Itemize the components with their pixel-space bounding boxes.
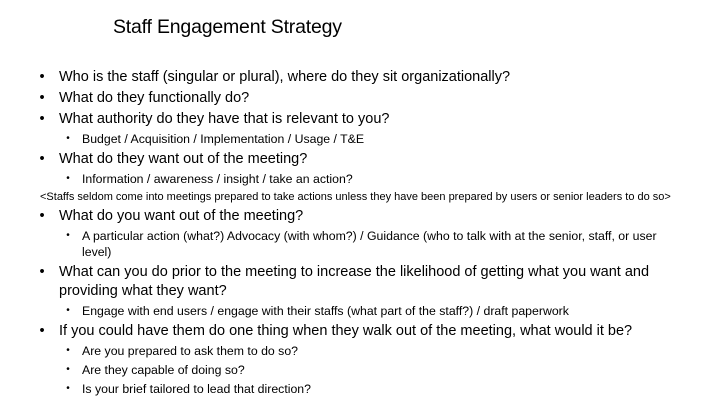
bullet-dot-icon: • (66, 133, 70, 144)
bullet-text: What can you do prior to the meeting to increase the likelihood of getting what you want and providing what they want? (59, 264, 650, 299)
bullet-item (0, 207, 720, 226)
bullet-dot-icon: • (66, 364, 70, 375)
bullet-item (0, 68, 720, 87)
bullet-text: What do you want out of the meeting? (59, 208, 304, 224)
sub-bullet-text: Engage with end users / engage with their staffs (what part of the staff?) / draft paperwork (82, 304, 569, 318)
bullet-dot-icon: • (39, 111, 45, 127)
sub-bullet-item (0, 381, 720, 397)
bullet-list (0, 68, 720, 400)
sub-bullet-text: Are you prepared to ask them to do so? (82, 344, 299, 358)
bullet-dot-icon: • (66, 345, 70, 356)
sub-bullet-text: Is your brief tailored to lead that direction? (82, 382, 311, 396)
bullet-dot-icon: • (66, 383, 70, 394)
bullet-dot-icon: • (66, 173, 70, 184)
bullet-text: What do they functionally do? (59, 90, 250, 106)
bullet-text: What do they want out of the meeting? (59, 151, 308, 167)
bullet-item (0, 89, 720, 108)
bullet-text: If you could have them do one thing when they walk out of the meeting, what would it be? (59, 323, 633, 339)
bullet-dot-icon: • (39, 208, 45, 224)
bullet-dot-icon: • (39, 151, 45, 167)
sub-bullet-text: Budget / Acquisition / Implementation / Usage / T&E (82, 132, 365, 146)
bullet-dot-icon: • (39, 69, 45, 85)
sub-bullet-item (0, 303, 720, 319)
bullet-item (0, 150, 720, 169)
bullet-text: Who is the staff (singular or plural), where do they sit organizationally? (59, 69, 511, 85)
bullet-dot-icon: • (66, 305, 70, 316)
bullet-dot-icon: • (39, 323, 45, 339)
sub-bullet-item (0, 131, 720, 147)
bullet-dot-icon: • (39, 264, 45, 280)
bullet-item (0, 322, 720, 341)
bullet-dot-icon: • (66, 230, 70, 241)
sub-bullet-text: Are they capable of doing so? (82, 363, 245, 377)
sub-bullet-text: A particular action (what?) Advocacy (with whom?) / Guidance (who to talk with at the senior, staff, or user level) (82, 229, 657, 259)
bullet-dot-icon: • (39, 90, 45, 106)
slide-title: Staff Engagement Strategy (113, 16, 342, 38)
sub-bullet-item (0, 362, 720, 378)
bullet-item (0, 263, 720, 301)
sub-bullet-item (0, 171, 720, 187)
bullet-text: What authority do they have that is relevant to you? (59, 111, 390, 127)
sub-bullet-item (0, 228, 720, 260)
note-text: <Staffs seldom come into meetings prepared to take actions unless they have been prepared by users or senior leaders to do so> (40, 191, 671, 203)
bullet-item (0, 110, 720, 129)
sub-bullet-text: Information / awareness / insight / take an action? (82, 172, 353, 186)
sub-bullet-item (0, 343, 720, 359)
